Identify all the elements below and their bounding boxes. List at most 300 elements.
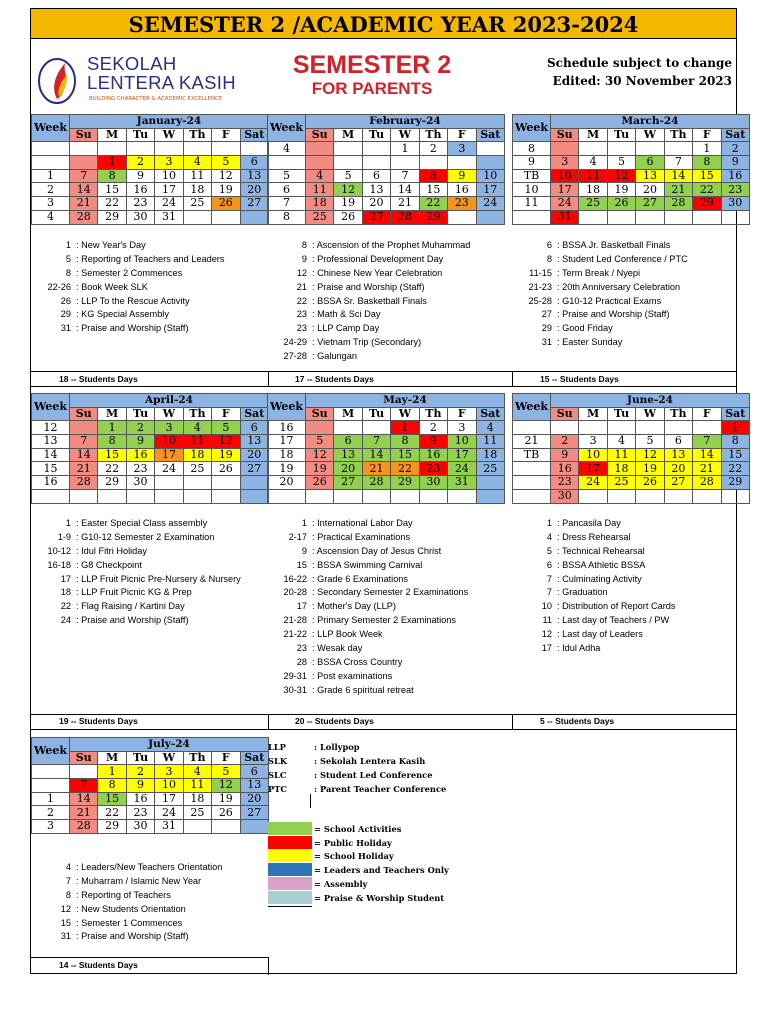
day-cell: 12 [212,779,240,793]
month-block [31,393,269,504]
day-cell: 20 [240,183,268,197]
divider-line [31,729,736,730]
week-number: 3 [32,197,70,211]
event-text: : Semester 2 Commences [76,267,183,278]
week-number [513,476,551,490]
month-name: March-24 [551,115,750,129]
day-cell: 8 [98,779,126,793]
week-number: 5 [268,169,306,183]
day-cell: 29 [391,476,419,490]
day-cell: 5 [334,169,362,183]
day-header: M [334,407,362,421]
day-header: Tu [126,128,154,142]
event-text: : LLP Fruit Picnic Pre-Nursery & Nursery [76,573,241,584]
week-number: 7 [268,197,306,211]
day-cell: 11 [306,183,334,197]
day-cell: 13 [664,448,692,462]
day-cell: 10 [155,779,183,793]
week-number: 19 [268,462,306,476]
day-cell: 19 [212,792,240,806]
day-cell: 29 [721,476,749,490]
day-cell: 18 [579,183,607,197]
month-name: January-24 [70,115,269,129]
day-cell: 23 [126,197,154,211]
day-cell [240,210,268,224]
day-cell: 5 [636,435,664,449]
day-cell: 18 [183,792,211,806]
day-cell: 3 [155,765,183,779]
day-cell: 3 [551,156,579,170]
divider-line [31,371,736,372]
day-cell [70,421,98,435]
week-number: 8 [513,142,551,156]
day-cell [334,421,362,435]
day-cell: 23 [551,476,579,490]
day-cell: 16 [126,448,154,462]
event-text: : International Labor Day [312,518,413,528]
day-cell: 6 [362,169,390,183]
day-header: M [98,407,126,421]
event-text: : LLP Fruit Picnic KG & Prep [76,587,192,598]
day-cell: 7 [70,435,98,449]
day-cell: 28 [362,476,390,490]
day-cell: 28 [70,210,98,224]
event-date: 17 [541,643,552,654]
day-cell [362,156,390,170]
semester-subtitle: FOR PARENTS [311,79,433,98]
week-number: 13 [32,435,70,449]
day-cell: 17 [448,448,476,462]
week-row [268,462,505,476]
day-cell: 26 [636,476,664,490]
event-text: : KG Special Assembly [76,309,169,320]
day-cell: 11 [476,435,504,449]
event-date: 10-12 [47,545,71,556]
week-number: 8 [268,210,306,224]
day-cell: 18 [607,462,635,476]
day-cell: 26 [212,197,240,211]
day-cell: 28 [391,210,419,224]
event-text: : Muharram / Islamic New Year [76,875,202,886]
week-row [268,210,505,224]
school-logo [35,49,255,111]
day-cell: 14 [693,448,721,462]
day-cell: 6 [240,156,268,170]
week-row [32,489,269,503]
event-date: 21-22 [283,629,307,640]
day-cell: 11 [183,169,211,183]
event-text: : New Year's Day [76,240,146,250]
day-cell: 22 [391,462,419,476]
event-date: 12 [541,629,552,640]
week-number: 11 [513,197,551,211]
month-block [512,393,750,504]
day-cell: 27 [362,210,390,224]
abbreviation-key: SLK [268,756,288,766]
event-date: 5 [65,253,71,264]
day-cell: 20 [636,183,664,197]
day-cell: 24 [579,476,607,490]
event-text: : Ascension Day of Jesus Christ [312,545,442,556]
day-cell: 14 [664,169,692,183]
event-text: : Dress Rehearsal [557,531,631,542]
day-cell: 5 [212,156,240,170]
day-cell: 6 [636,156,664,170]
day-cell: 27 [334,476,362,490]
event-text: : BSSA Swimming Carnival [312,559,423,570]
week-row [513,142,750,156]
day-cell: 29 [98,476,126,490]
event-date: 29 [60,309,71,320]
event-text: : Flag Raising / Kartini Day [76,601,185,612]
day-cell: 17 [476,183,504,197]
day-cell: 10 [579,448,607,462]
day-header: Sat [240,407,268,421]
event-text: : G10-12 Practical Exams [557,295,662,306]
day-cell: 2 [126,421,154,435]
day-cell [636,210,664,224]
calendar-page [30,8,746,974]
divider-line [512,371,513,386]
month-name: April-24 [70,394,269,408]
day-cell: 22 [419,197,447,211]
day-cell: 9 [126,779,154,793]
week-row [32,806,269,820]
day-cell: 25 [183,806,211,820]
week-number: 18 [268,448,306,462]
day-cell: 19 [636,462,664,476]
week-number: 4 [32,210,70,224]
week-header: Week [513,394,551,421]
day-cell: 14 [70,448,98,462]
week-row [32,169,269,183]
legend-swatch [268,849,312,862]
day-cell: 4 [306,169,334,183]
event-date: 22-26 [47,281,71,292]
day-cell: 23 [448,197,476,211]
day-header: Th [183,407,211,421]
day-cell: 30 [126,476,154,490]
day-cell [183,210,211,224]
week-number: 2 [32,183,70,197]
day-header: W [155,751,183,765]
day-cell: 20 [334,462,362,476]
day-header: W [391,128,419,142]
day-cell: 30 [721,197,749,211]
day-cell [98,489,126,503]
day-cell [334,156,362,170]
divider-line [31,714,736,715]
day-cell: 19 [306,462,334,476]
event-date: 12 [60,903,71,914]
page-banner: SEMESTER 2 /ACADEMIC YEAR 2023-2024 [31,9,736,39]
day-header: Tu [607,128,635,142]
day-cell: 2 [721,142,749,156]
week-number: 21 [513,435,551,449]
week-row [32,142,269,156]
day-cell [693,489,721,503]
week-number: 12 [32,421,70,435]
day-cell: 26 [334,210,362,224]
event-date: 6 [546,559,552,570]
week-row [513,210,750,224]
event-date: 27 [541,309,552,320]
event-text: : Post examinations [312,670,393,681]
day-cell: 25 [183,197,211,211]
day-cell: 27 [240,462,268,476]
day-header: Th [664,407,692,421]
day-cell [70,489,98,503]
event-date: 26 [60,295,71,306]
day-cell: 16 [721,169,749,183]
event-date: 4 [546,531,552,542]
week-number: 9 [513,156,551,170]
week-number: 6 [268,183,306,197]
day-cell: 12 [212,435,240,449]
day-cell [70,142,98,156]
day-cell: 21 [664,183,692,197]
day-cell: 7 [70,169,98,183]
week-number [32,156,70,170]
day-cell [664,489,692,503]
day-cell: 11 [183,779,211,793]
school-tagline: BUILDING CHARACTER & ACADEMIC EXCELLENCE [89,96,223,102]
week-header: Week [268,394,306,421]
day-cell: 23 [721,183,749,197]
day-cell: 13 [240,435,268,449]
day-cell: 24 [155,806,183,820]
week-number: 17 [268,435,306,449]
event-text: : Secondary Semester 2 Examinations [312,587,469,598]
day-header: Th [419,407,447,421]
legend-swatch [268,836,312,849]
week-header: Week [32,115,70,142]
day-cell: 3 [579,435,607,449]
day-cell: 1 [391,142,419,156]
day-cell: 29 [98,820,126,834]
day-cell: 13 [240,779,268,793]
day-cell: 5 [607,156,635,170]
day-header: W [391,407,419,421]
school-name-line1: SEKOLAH [87,53,177,74]
event-date: 22 [60,601,71,612]
day-cell: 19 [212,183,240,197]
day-cell: 21 [693,462,721,476]
day-cell: 28 [693,476,721,490]
week-row [32,779,269,793]
day-cell [607,142,635,156]
day-cell: 17 [155,792,183,806]
event-date: 17 [60,573,71,584]
event-text: : Easter Special Class assembly [76,518,208,528]
day-cell: 30 [126,820,154,834]
event-date: 1 [301,518,307,528]
day-header: Su [306,128,334,142]
day-cell: 24 [155,462,183,476]
day-cell: 5 [212,421,240,435]
event-text: : Praise and Worship (Staff) [312,281,425,292]
day-cell [212,476,240,490]
day-cell: 6 [334,435,362,449]
day-cell: 12 [607,169,635,183]
day-cell: 27 [636,197,664,211]
day-cell [240,489,268,503]
event-date: 12 [296,267,307,278]
day-cell: 11 [607,448,635,462]
event-text: : Leaders/New Teachers Orientation [76,862,223,872]
day-header: M [98,751,126,765]
week-number: 10 [513,183,551,197]
day-cell: 25 [579,197,607,211]
day-cell: 17 [579,462,607,476]
day-cell [607,489,635,503]
month-table [31,393,269,504]
day-header: W [636,128,664,142]
abbreviation-meaning: : Student Led Conference [314,770,433,780]
day-header: W [155,407,183,421]
event-date: 28 [296,656,307,667]
day-cell [391,156,419,170]
event-text: : Student Led Conference / PTC [557,253,688,264]
day-cell [664,421,692,435]
day-cell: 5 [212,765,240,779]
day-cell: 4 [183,765,211,779]
event-date: 2-17 [288,531,307,542]
event-text: : Last day of Teachers / PW [557,615,670,626]
day-cell [212,820,240,834]
day-cell: 17 [155,448,183,462]
week-number [32,779,70,793]
day-cell: 22 [98,462,126,476]
day-header: F [448,128,476,142]
event-date: 29-31 [283,670,307,681]
day-cell: 9 [551,448,579,462]
week-row [268,156,505,170]
week-row [513,435,750,449]
day-cell: 21 [70,197,98,211]
day-cell: 25 [476,462,504,476]
day-cell: 16 [419,448,447,462]
day-cell: 20 [240,448,268,462]
day-cell: 21 [70,462,98,476]
day-cell [70,765,98,779]
week-row [32,421,269,435]
day-cell: 20 [664,462,692,476]
day-cell [126,489,154,503]
week-row [32,462,269,476]
day-cell: 1 [693,142,721,156]
day-cell: 9 [448,169,476,183]
event-date: 8 [65,889,71,900]
day-cell [183,489,211,503]
divider-line [31,386,736,387]
event-text: : Vietnam Trip (Secondary) [312,337,422,348]
day-cell [155,476,183,490]
day-cell [362,489,390,503]
event-date: 1 [65,518,71,528]
event-text: : Easter Sunday [557,337,623,348]
event-date: 16-18 [47,559,71,570]
day-cell [476,476,504,490]
event-text: : Distribution of Report Cards [557,601,676,612]
day-cell [664,142,692,156]
day-cell [579,142,607,156]
week-number [268,156,306,170]
day-cell: 9 [419,435,447,449]
day-cell [155,489,183,503]
month-table [512,393,750,504]
event-date: 7 [546,573,552,584]
event-text: : Technical Rehearsal [557,545,645,556]
week-row [268,435,505,449]
abbreviation-key: SLC [268,770,287,780]
event-text: : Ascension of the Prophet Muhammad [312,240,471,250]
day-cell: 11 [579,169,607,183]
day-cell [306,142,334,156]
day-cell: 13 [334,448,362,462]
week-header: Week [513,115,551,142]
day-cell: 6 [240,421,268,435]
week-row [32,820,269,834]
week-number [513,489,551,503]
day-cell: 15 [98,448,126,462]
day-cell [476,156,504,170]
event-date: 21 [296,281,307,292]
month-table [267,393,505,504]
day-cell [721,489,749,503]
day-header: W [636,407,664,421]
day-cell [448,156,476,170]
week-number: 1 [32,792,70,806]
day-cell: 25 [306,210,334,224]
day-header: W [155,128,183,142]
day-cell: 8 [98,169,126,183]
event-date: 10 [541,601,552,612]
event-text: : Idul Fitri Holiday [76,545,147,556]
day-cell: 16 [126,792,154,806]
day-cell [551,421,579,435]
week-row [513,183,750,197]
event-date: 9 [301,545,307,556]
day-cell: 5 [306,435,334,449]
day-cell: 2 [551,435,579,449]
day-cell: 6 [664,435,692,449]
day-cell: 10 [448,435,476,449]
event-text: : Culminating Activity [557,573,642,584]
week-number [32,142,70,156]
day-header: M [579,128,607,142]
month-block [31,114,269,225]
day-cell: 30 [551,489,579,503]
event-date: 31 [541,337,552,348]
event-date: 22 [296,295,307,306]
day-cell: 10 [155,435,183,449]
day-header: Tu [126,407,154,421]
day-header: Th [183,751,211,765]
week-row [513,156,750,170]
divider-line [310,794,311,808]
day-cell: 8 [98,435,126,449]
event-date: 15 [60,917,71,928]
day-cell [126,142,154,156]
week-row [513,421,750,435]
day-cell [212,489,240,503]
day-cell: 13 [636,169,664,183]
event-text: : BSSA Jr. Basketball Finals [557,240,671,250]
event-text: : BSSA Athletic BSSA [557,559,646,570]
day-cell: 14 [391,183,419,197]
day-cell [579,421,607,435]
